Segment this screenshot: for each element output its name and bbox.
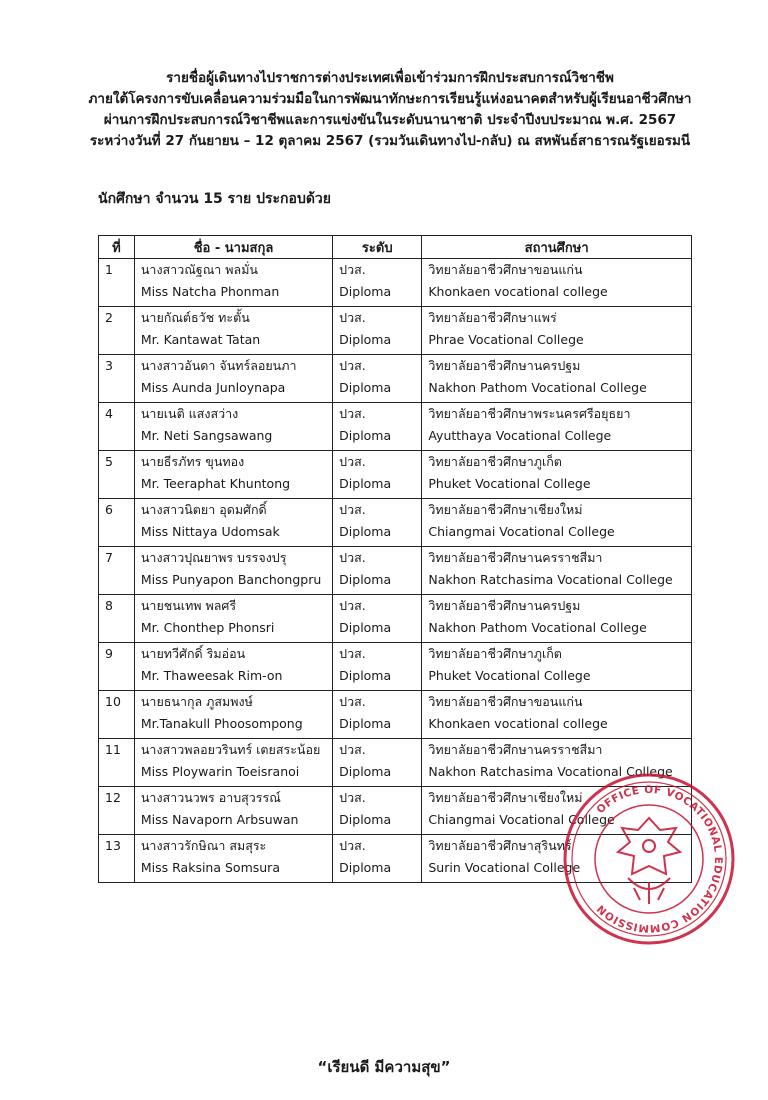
cell-name: [134, 787, 332, 835]
header-line-4: ระหว่างวันที่ 27 กันยายน – 12 ตุลาคม 2567 (รวมวันเดินทางไป-กลับ) ณ สหพันธ์สาธารณรัฐเยอรมนี: [89, 133, 691, 149]
cell-level: [333, 259, 422, 307]
school-english: Khonkaen vocational college: [428, 284, 608, 299]
school-thai: วิทยาลัยอาชีวศึกษาเชียงใหม่: [428, 790, 583, 805]
cell-school: [422, 643, 692, 691]
cell-name: [134, 691, 332, 739]
table-row: [99, 259, 692, 307]
cell-name: [134, 355, 332, 403]
cell-name: [134, 547, 332, 595]
name-thai: นางสาวอันดา จันทร์ลอยนภา: [140, 358, 297, 373]
level-english: Diploma: [339, 716, 392, 731]
cell-school: [422, 547, 692, 595]
table-row: [99, 547, 692, 595]
level-english: Diploma: [339, 860, 392, 875]
name-thai: นายธีรภัทร ขุนทอง: [140, 454, 245, 469]
level-english: Diploma: [339, 668, 392, 683]
level-english: Diploma: [339, 620, 392, 635]
level-thai: ปวส.: [339, 310, 366, 325]
cell-school: [422, 259, 692, 307]
name-english: Miss Punyapon Banchongpru: [140, 572, 322, 587]
table-row: [99, 691, 692, 739]
level-thai: ปวส.: [339, 598, 366, 613]
cell-no: [99, 403, 135, 451]
name-english: Mr. Neti Sangsawang: [140, 428, 273, 443]
school-english: Phuket Vocational College: [428, 476, 591, 491]
cell-school: [422, 595, 692, 643]
school-thai: วิทยาลัยอาชีวศึกษาภูเก็ต: [428, 646, 562, 661]
school-english: Nakhon Ratchasima Vocational College: [428, 764, 673, 779]
school-thai: วิทยาลัยอาชีวศึกษาพระนครศรีอยุธยา: [428, 406, 631, 421]
name-thai: นายชนเทพ พลศรี: [140, 598, 237, 613]
header-line-1: รายชื่อผู้เดินทางไปราชการต่างประเทศเพื่อเข้าร่วมการฝึกประสบการณ์วิชาชีพ: [166, 70, 614, 86]
cell-school: [422, 307, 692, 355]
school-english: Chiangmai Vocational College: [428, 524, 615, 539]
level-thai: ปวส.: [339, 742, 366, 757]
school-english: Phuket Vocational College: [428, 668, 591, 683]
name-thai: นายเนติ แสงสว่าง: [140, 406, 239, 421]
intro-text: นักศึกษา จำนวน 15 ราย ประกอบด้วย: [98, 191, 331, 207]
level-thai: ปวส.: [339, 502, 366, 517]
cell-no: [99, 355, 135, 403]
header-level: ระดับ: [333, 236, 422, 259]
name-english: Miss Aunda Junloynapa: [140, 380, 286, 395]
row-number: 6: [105, 502, 113, 517]
name-thai: นายธนากุล ภูสมพงษ์: [140, 694, 253, 709]
cell-level: [333, 595, 422, 643]
header-school: สถานศึกษา: [422, 236, 692, 259]
name-thai: นายทวีศักดิ์ ริมอ่อน: [140, 646, 246, 661]
school-thai: วิทยาลัยอาชีวศึกษาสุรินทร์: [428, 838, 572, 853]
name-english: Miss Navaporn Arbsuwan: [140, 812, 299, 827]
cell-name: [134, 835, 332, 883]
cell-name: [134, 259, 332, 307]
table-row: [99, 403, 692, 451]
name-thai: นางสาวนิตยา อุดมศักดิ์: [140, 502, 267, 517]
row-number: 3: [105, 358, 113, 373]
level-english: Diploma: [339, 380, 392, 395]
cell-school: [422, 355, 692, 403]
table-header-row: [99, 236, 692, 259]
cell-no: [99, 739, 135, 787]
level-thai: ปวส.: [339, 838, 366, 853]
cell-name: [134, 595, 332, 643]
row-number: 2: [105, 310, 113, 325]
level-thai: ปวส.: [339, 406, 366, 421]
school-english: Khonkaen vocational college: [428, 716, 608, 731]
cell-level: [333, 739, 422, 787]
cell-no: [99, 547, 135, 595]
cell-no: [99, 835, 135, 883]
table-row: [99, 355, 692, 403]
school-english: Ayutthaya Vocational College: [428, 428, 612, 443]
cell-no: [99, 787, 135, 835]
school-thai: วิทยาลัยอาชีวศึกษาขอนแก่น: [428, 694, 583, 709]
name-english: Miss Raksina Somsura: [140, 860, 280, 875]
row-number: 4: [105, 406, 113, 421]
level-english: Diploma: [339, 524, 392, 539]
name-english: Mr. Teeraphat Khuntong: [140, 476, 291, 491]
level-thai: ปวส.: [339, 262, 366, 277]
cell-school: [422, 499, 692, 547]
school-english: Nakhon Pathom Vocational College: [428, 380, 647, 395]
cell-no: [99, 691, 135, 739]
cell-level: [333, 355, 422, 403]
cell-no: [99, 451, 135, 499]
header-name: ชื่อ - นามสกุล: [134, 236, 332, 259]
cell-level: [333, 691, 422, 739]
cell-level: [333, 643, 422, 691]
name-english: Miss Natcha Phonman: [140, 284, 280, 299]
school-thai: วิทยาลัยอาชีวศึกษานครราชสีมา: [428, 550, 603, 565]
row-number: 5: [105, 454, 113, 469]
cell-name: [134, 403, 332, 451]
cell-level: [333, 547, 422, 595]
cell-level: [333, 499, 422, 547]
cell-level: [333, 835, 422, 883]
name-english: Mr. Thaweesak Rim-on: [140, 668, 283, 683]
school-thai: วิทยาลัยอาชีวศึกษานครราชสีมา: [428, 742, 603, 757]
name-thai: นางสาวณัฐณา พลมั่น: [140, 262, 258, 277]
name-thai: นางสาวพลอยวรินทร์ เตยสระน้อย: [140, 742, 321, 757]
school-english: Surin Vocational College: [428, 860, 581, 875]
seal-stamp: [560, 770, 738, 948]
name-thai: นางสาวรักษิณา สมสุระ: [140, 838, 267, 853]
level-english: Diploma: [339, 572, 392, 587]
table-row: [99, 643, 692, 691]
table-row: [99, 595, 692, 643]
cell-school: [422, 451, 692, 499]
table-row: [99, 499, 692, 547]
school-english: Phrae Vocational College: [428, 332, 584, 347]
level-english: Diploma: [339, 764, 392, 779]
name-english: Mr.Tanakull Phoosompong: [140, 716, 303, 731]
level-thai: ปวส.: [339, 454, 366, 469]
row-number: 10: [105, 694, 121, 709]
cell-school: [422, 403, 692, 451]
header-no: ที่: [99, 236, 135, 259]
cell-level: [333, 307, 422, 355]
name-english: Mr. Chonthep Phonsri: [140, 620, 275, 635]
header-line-2: ภายใต้โครงการขับเคลื่อนความร่วมมือในการพัฒนาทักษะการเรียนรู้แห่งอนาคตสำหรับผู้เรียนอาชีวศึกษา: [88, 91, 692, 107]
footer-motto: “เรียนดี มีความสุข”: [317, 1058, 451, 1076]
level-english: Diploma: [339, 332, 392, 347]
level-thai: ปวส.: [339, 646, 366, 661]
level-thai: ปวส.: [339, 550, 366, 565]
row-number: 7: [105, 550, 113, 565]
row-number: 12: [105, 790, 121, 805]
header-line-3: ผ่านการฝึกประสบการณ์วิชาชีพและการแข่งขันในระดับนานาชาติ ประจำปีงบประมาณ พ.ศ. 2567: [103, 112, 677, 128]
cell-name: [134, 307, 332, 355]
cell-level: [333, 403, 422, 451]
school-english: Chiangmai Vocational College: [428, 812, 615, 827]
level-english: Diploma: [339, 428, 392, 443]
row-number: 8: [105, 598, 113, 613]
cell-name: [134, 643, 332, 691]
document-header: [60, 68, 720, 152]
name-english: Miss Ploywarin Toeisranoi: [140, 764, 300, 779]
row-number: 11: [105, 742, 121, 757]
row-number: 1: [105, 262, 113, 277]
school-thai: วิทยาลัยอาชีวศึกษาภูเก็ต: [428, 454, 562, 469]
level-english: Diploma: [339, 812, 392, 827]
level-english: Diploma: [339, 476, 392, 491]
name-english: Miss Nittaya Udomsak: [140, 524, 280, 539]
row-number: 9: [105, 646, 113, 661]
cell-level: [333, 451, 422, 499]
table-row: [99, 451, 692, 499]
cell-name: [134, 499, 332, 547]
cell-name: [134, 451, 332, 499]
seal-text: OFFICE OF VOCATIONAL EDUCATION COMMISSION: [594, 783, 725, 935]
school-thai: วิทยาลัยอาชีวศึกษาเชียงใหม่: [428, 502, 583, 517]
cell-school: [422, 691, 692, 739]
cell-level: [333, 787, 422, 835]
cell-no: [99, 595, 135, 643]
school-english: Nakhon Pathom Vocational College: [428, 620, 647, 635]
name-thai: นางสาวปุณยาพร บรรจงปรุ: [140, 550, 287, 565]
school-thai: วิทยาลัยอาชีวศึกษาขอนแก่น: [428, 262, 583, 277]
school-english: Nakhon Ratchasima Vocational College: [428, 572, 673, 587]
name-thai: นางสาวนวพร อาบสุวรรณ์: [140, 790, 281, 805]
level-thai: ปวส.: [339, 358, 366, 373]
cell-no: [99, 307, 135, 355]
cell-no: [99, 643, 135, 691]
school-thai: วิทยาลัยอาชีวศึกษาแพร่: [428, 310, 557, 325]
cell-name: [134, 739, 332, 787]
table-row: [99, 307, 692, 355]
name-english: Mr. Kantawat Tatan: [140, 332, 261, 347]
name-thai: นายกัณต์ธวัช ทะตั้น: [140, 310, 250, 325]
level-thai: ปวส.: [339, 790, 366, 805]
level-english: Diploma: [339, 284, 392, 299]
level-thai: ปวส.: [339, 694, 366, 709]
school-thai: วิทยาลัยอาชีวศึกษานครปฐม: [428, 598, 581, 613]
row-number: 13: [105, 838, 121, 853]
cell-no: [99, 259, 135, 307]
school-thai: วิทยาลัยอาชีวศึกษานครปฐม: [428, 358, 581, 373]
cell-no: [99, 499, 135, 547]
